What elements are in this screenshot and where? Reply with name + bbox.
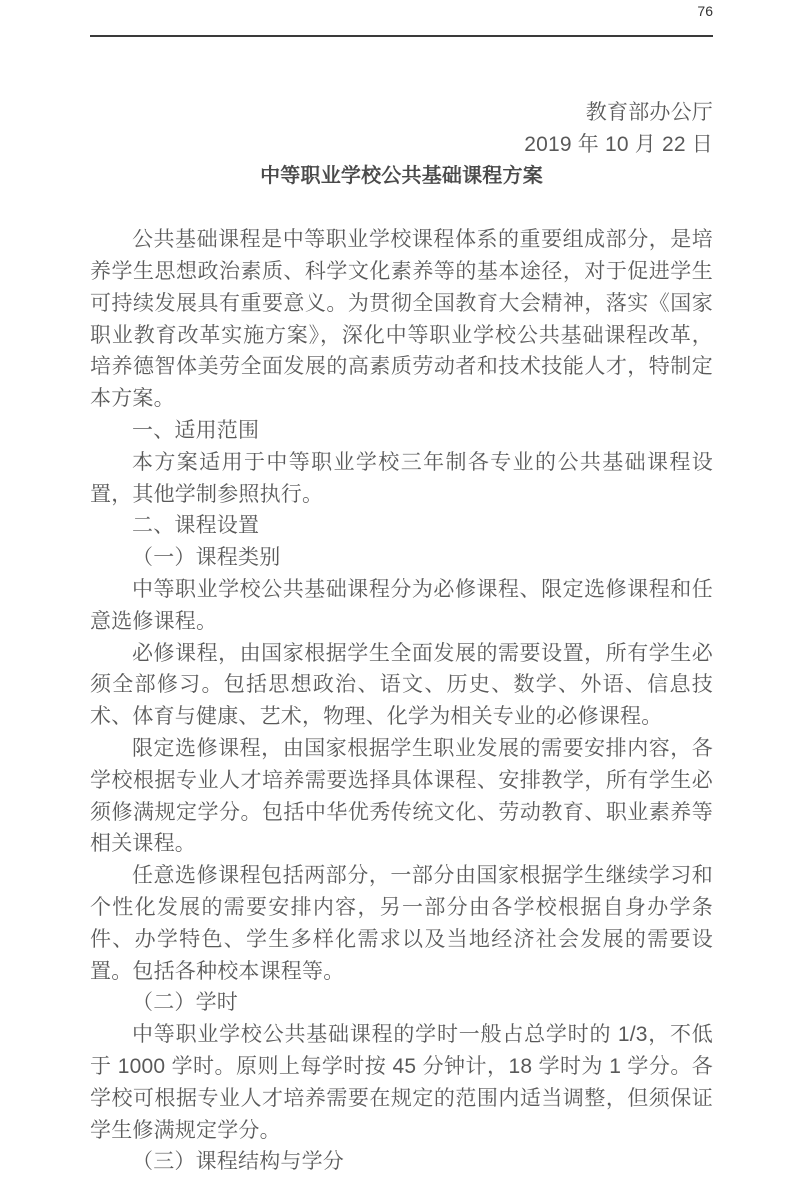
heading-section-2: 二、课程设置 [132,514,260,538]
paragraph-limited-electives: 限定选修课程，由国家根据学生职业发展的需要安排内容，各学校根据专业人才培养需要选择具体课程、安排教学，所有学生必须修满规定学分。包括中华优秀传统文化、劳动教育、职业素养等相关课程。 [90,736,713,856]
paragraph-intro: 公共基础课程是中等职业学校课程体系的重要组成部分，是培养学生思想政治素质、科学文化素养等的基本途径，对于促进学生可持续发展具有重要意义。为贯彻全国教育大会精神，落实《国家职业教育改革实施方案》，深化中等职业学校公共基础课程改革，培养德智体美劳全面发展的高素质劳动者和技术技能人才，特制定本方案。 [90,228,713,411]
document-title: 中等职业学校公共基础课程方案 [260,164,543,187]
document-body [90,97,713,1178]
paragraph-free-electives: 任意选修课程包括两部分，一部分由国家根据学生继续学习和个性化发展的需要安排内容，另一部分由各学校根据自身办学条件、办学特色、学生多样化需求以及当地经济社会发展的需要设置。包括各种校本课程等。 [90,864,713,983]
issuer-line: 教育部办公厅 [585,101,713,124]
page-number: 76 [697,3,713,19]
heading-section-1: 一、适用范围 [132,418,260,442]
paragraph-scope: 本方案适用于中等职业学校三年制各专业的公共基础课程设置，其他学制参照执行。 [90,450,713,506]
paragraph-required-courses: 必修课程，由国家根据学生全面发展的需要设置，所有学生必须全部修习。包括思想政治、语文、历史、数学、外语、信息技术、体育与健康、艺术，物理、化学为相关专业的必修课程。 [90,641,713,729]
paragraph-class-hours: 中等职业学校公共基础课程的学时一般占总学时的 1/3，不低于 1000 学时。原则上每学时按 45 分钟计，18 学时为 1 学分。各学校可根据专业人才培养需要在规定的范围内适当调整，但须保证学生修满规定学分。 [90,1023,713,1142]
heading-structure-credits: （三）课程结构与学分 [132,1150,344,1174]
date-line: 2019 年 10 月 22 日 [524,132,713,156]
header-rule [90,35,713,37]
heading-class-hours: （二）学时 [132,991,238,1015]
heading-course-category: （一）课程类别 [132,546,281,570]
paragraph-course-types: 中等职业学校公共基础课程分为必修课程、限定选修课程和任意选修课程。 [90,577,713,633]
